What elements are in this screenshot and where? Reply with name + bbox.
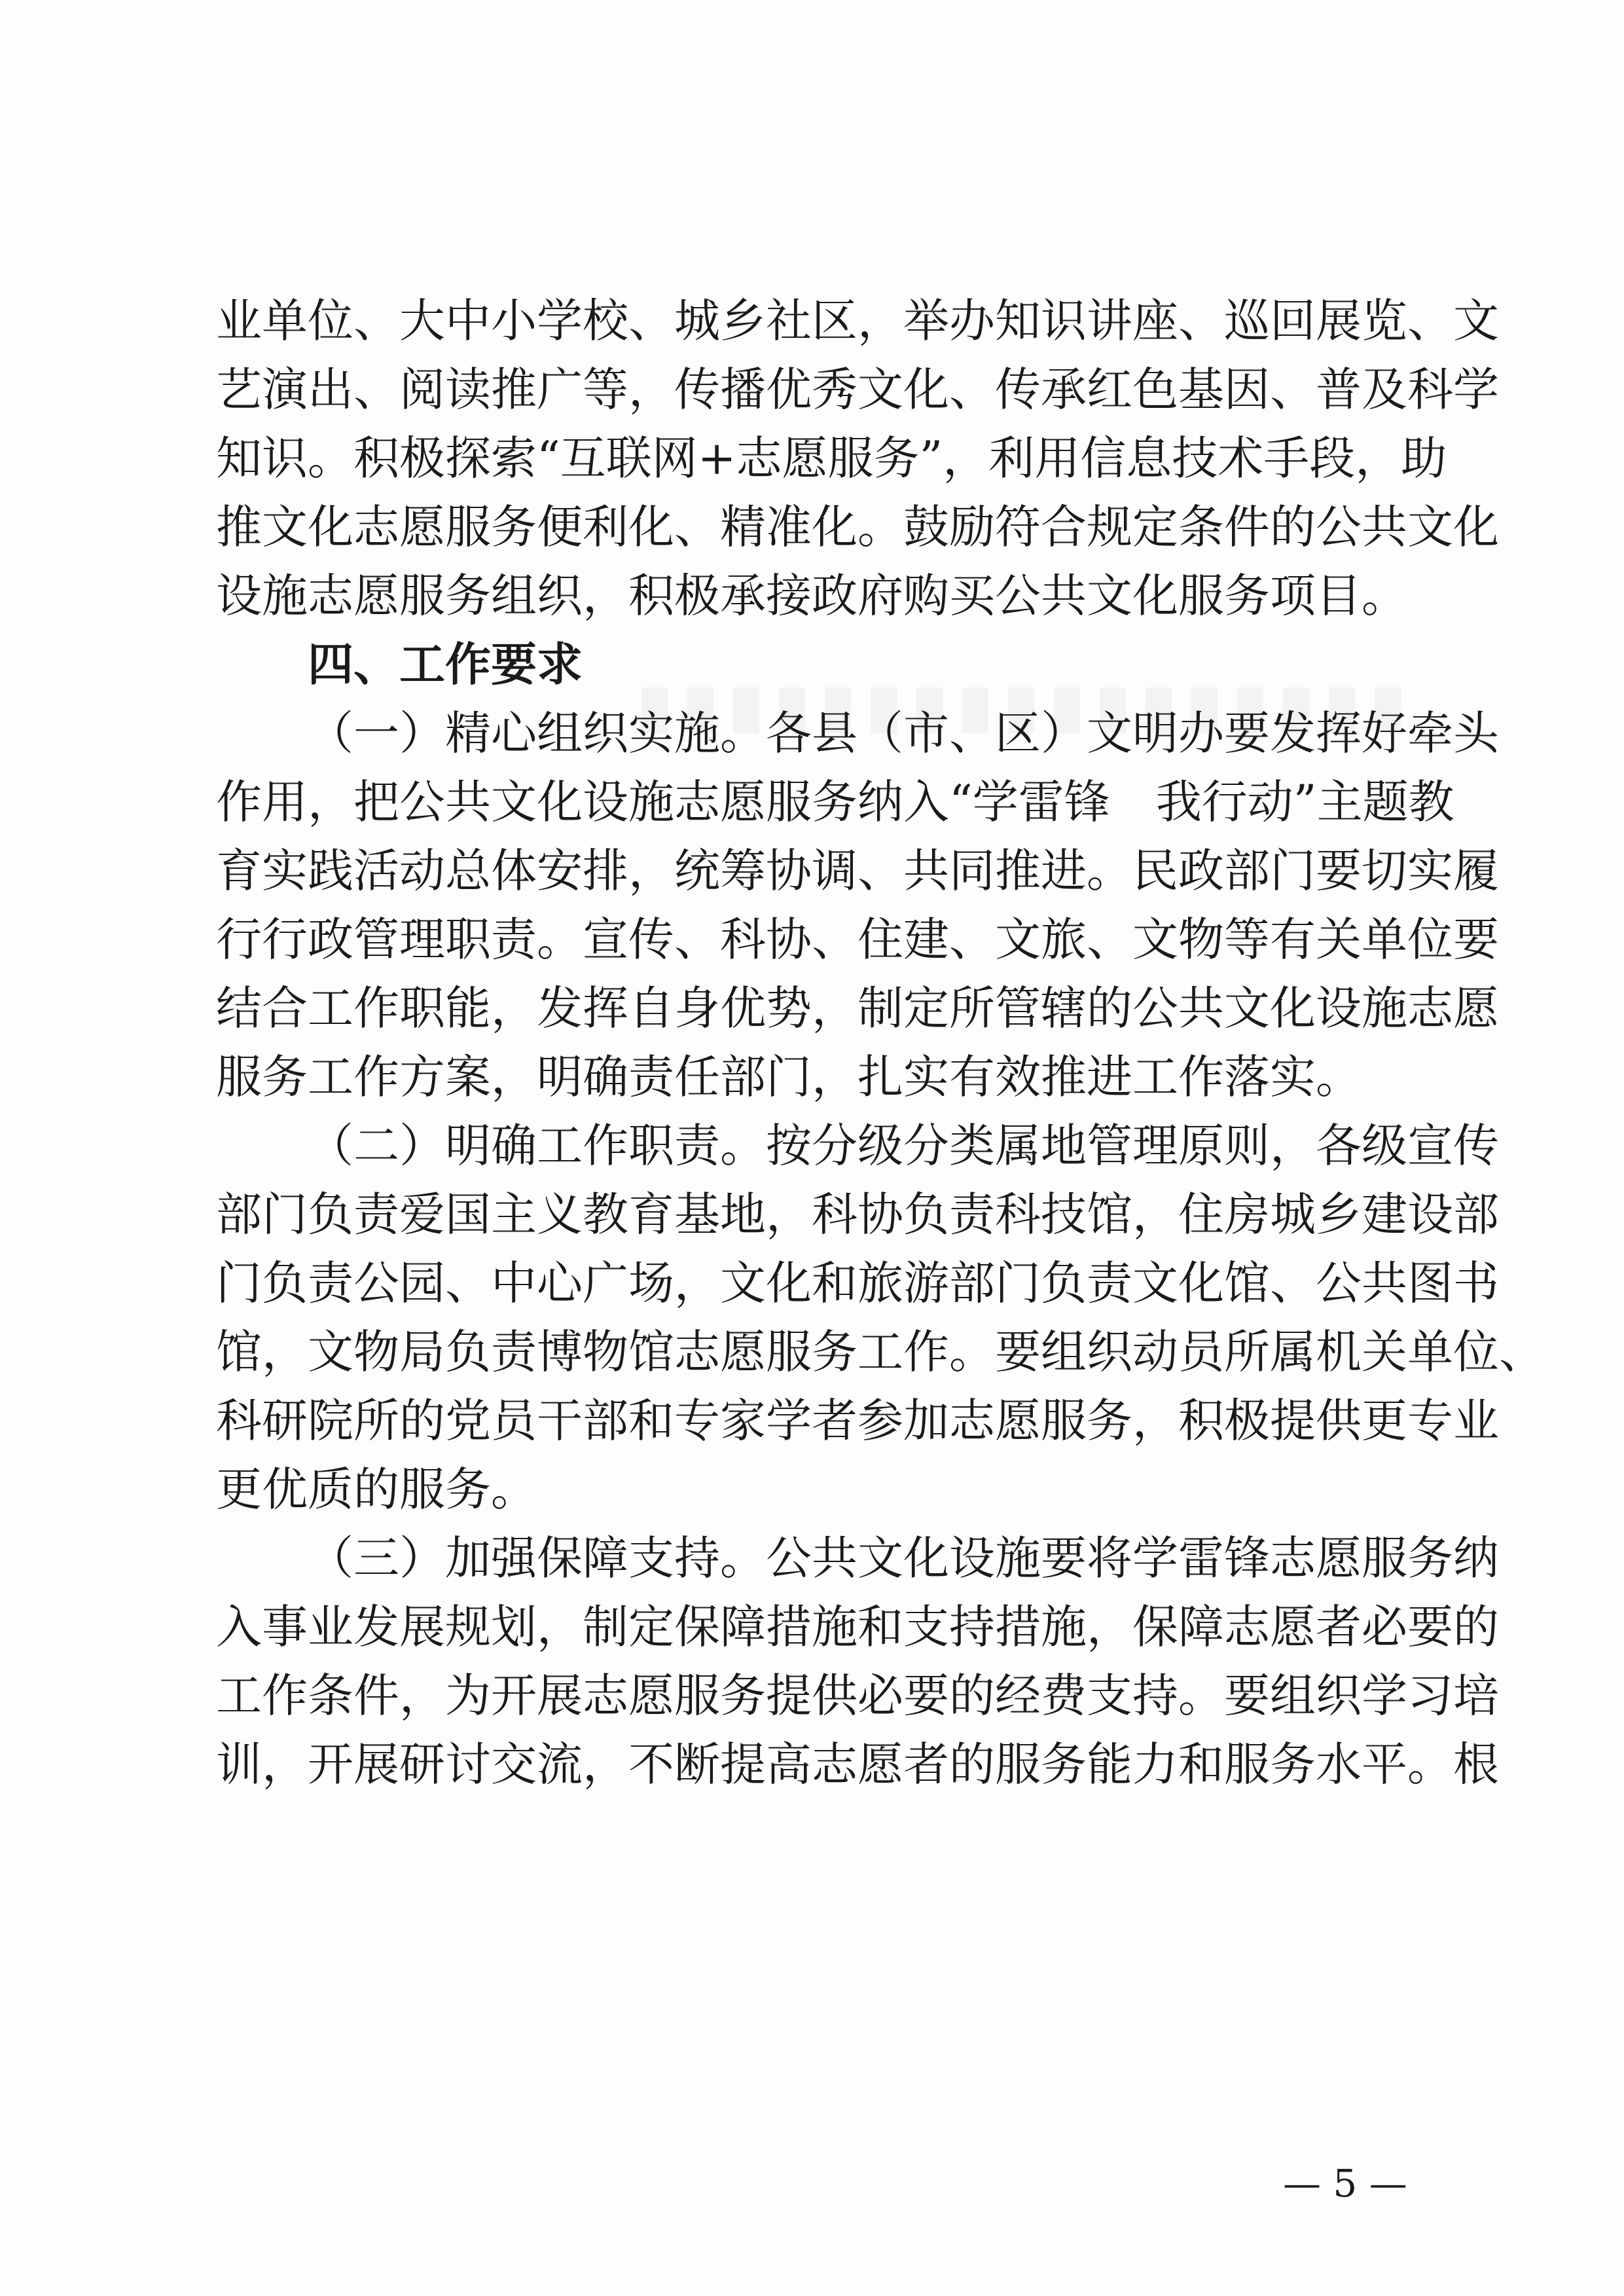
paragraph-lead: （二）明确工作职责。	[308, 1119, 766, 1173]
paragraph-lead: （三）加强保障支持。	[308, 1531, 766, 1585]
body-text-line: 行行政管理职责。宣传、科协、住建、文旅、文物等有关单位要	[216, 913, 1499, 966]
body-text-line: 艺演出、阅读推广等，传播优秀文化、传承红色基因、普及科学	[216, 363, 1499, 416]
paragraph-first-line-text: 各县（市、区）文明办要发挥好牵头	[766, 706, 1499, 760]
paragraph-lead: （一）精心组织实施。	[308, 706, 766, 760]
body-text-line: 门负责公园、中心广场，文化和旅游部门负责文化馆、公共图书	[216, 1256, 1499, 1310]
paragraph-first-line-text: 公共文化设施要将学雷锋志愿服务纳	[766, 1531, 1499, 1585]
body-text-line: 部门负责爱国主义教育基地，科协负责科技馆，住房城乡建设部	[216, 1188, 1499, 1241]
page-number: — 5 —	[1283, 2161, 1407, 2206]
paragraph-first-line	[308, 1113, 1499, 1178]
body-text-line: 工作条件，为开展志愿服务提供必要的经费支持。要组织学习培	[216, 1669, 1499, 1722]
body-text-line: 科研院所的党员干部和专家学者参加志愿服务，积极提供更专业	[216, 1394, 1499, 1448]
body-text-line: 服务工作方案，明确责任部门，扎实有效推进工作落实。	[216, 1050, 1362, 1104]
body-text-line: 推文化志愿服务便利化、精准化。鼓励符合规定条件的公共文化	[216, 500, 1499, 554]
paragraph-first-line-text: 按分级分类属地管理原则，各级宣传	[766, 1119, 1499, 1173]
body-text-line: 业单位、大中小学校、城乡社区，举办知识讲座、巡回展览、文	[216, 294, 1499, 348]
body-text-line: 作用，把公共文化设施志愿服务纳入“学雷锋 我行动”主题教	[216, 775, 1454, 829]
body-text-line: 育实践活动总体安排，统筹协调、共同推进。民政部门要切实履	[216, 844, 1499, 898]
body-text-line: 馆，文物局负责博物馆志愿服务工作。要组织动员所属机关单位、	[216, 1325, 1545, 1379]
body-text-line: 结合工作职能，发挥自身优势，制定所管辖的公共文化设施志愿	[216, 981, 1499, 1035]
paragraph-first-line	[308, 1525, 1499, 1591]
paragraph-first-line	[308, 701, 1499, 766]
body-text-line: 更优质的服务。	[216, 1463, 537, 1516]
body-text-line: 知识。积极探索“互联网+志愿服务”，利用信息技术手段，助	[216, 431, 1447, 485]
section-heading: 四、工作要求	[308, 638, 583, 691]
body-text-line: 设施志愿服务组织，积极承接政府购买公共文化服务项目。	[216, 569, 1407, 623]
body-text-line: 训，开展研讨交流，不断提高志愿者的服务能力和服务水平。根	[216, 1738, 1499, 1791]
body-text-line: 入事业发展规划，制定保障措施和支持措施，保障志愿者必要的	[216, 1600, 1499, 1654]
